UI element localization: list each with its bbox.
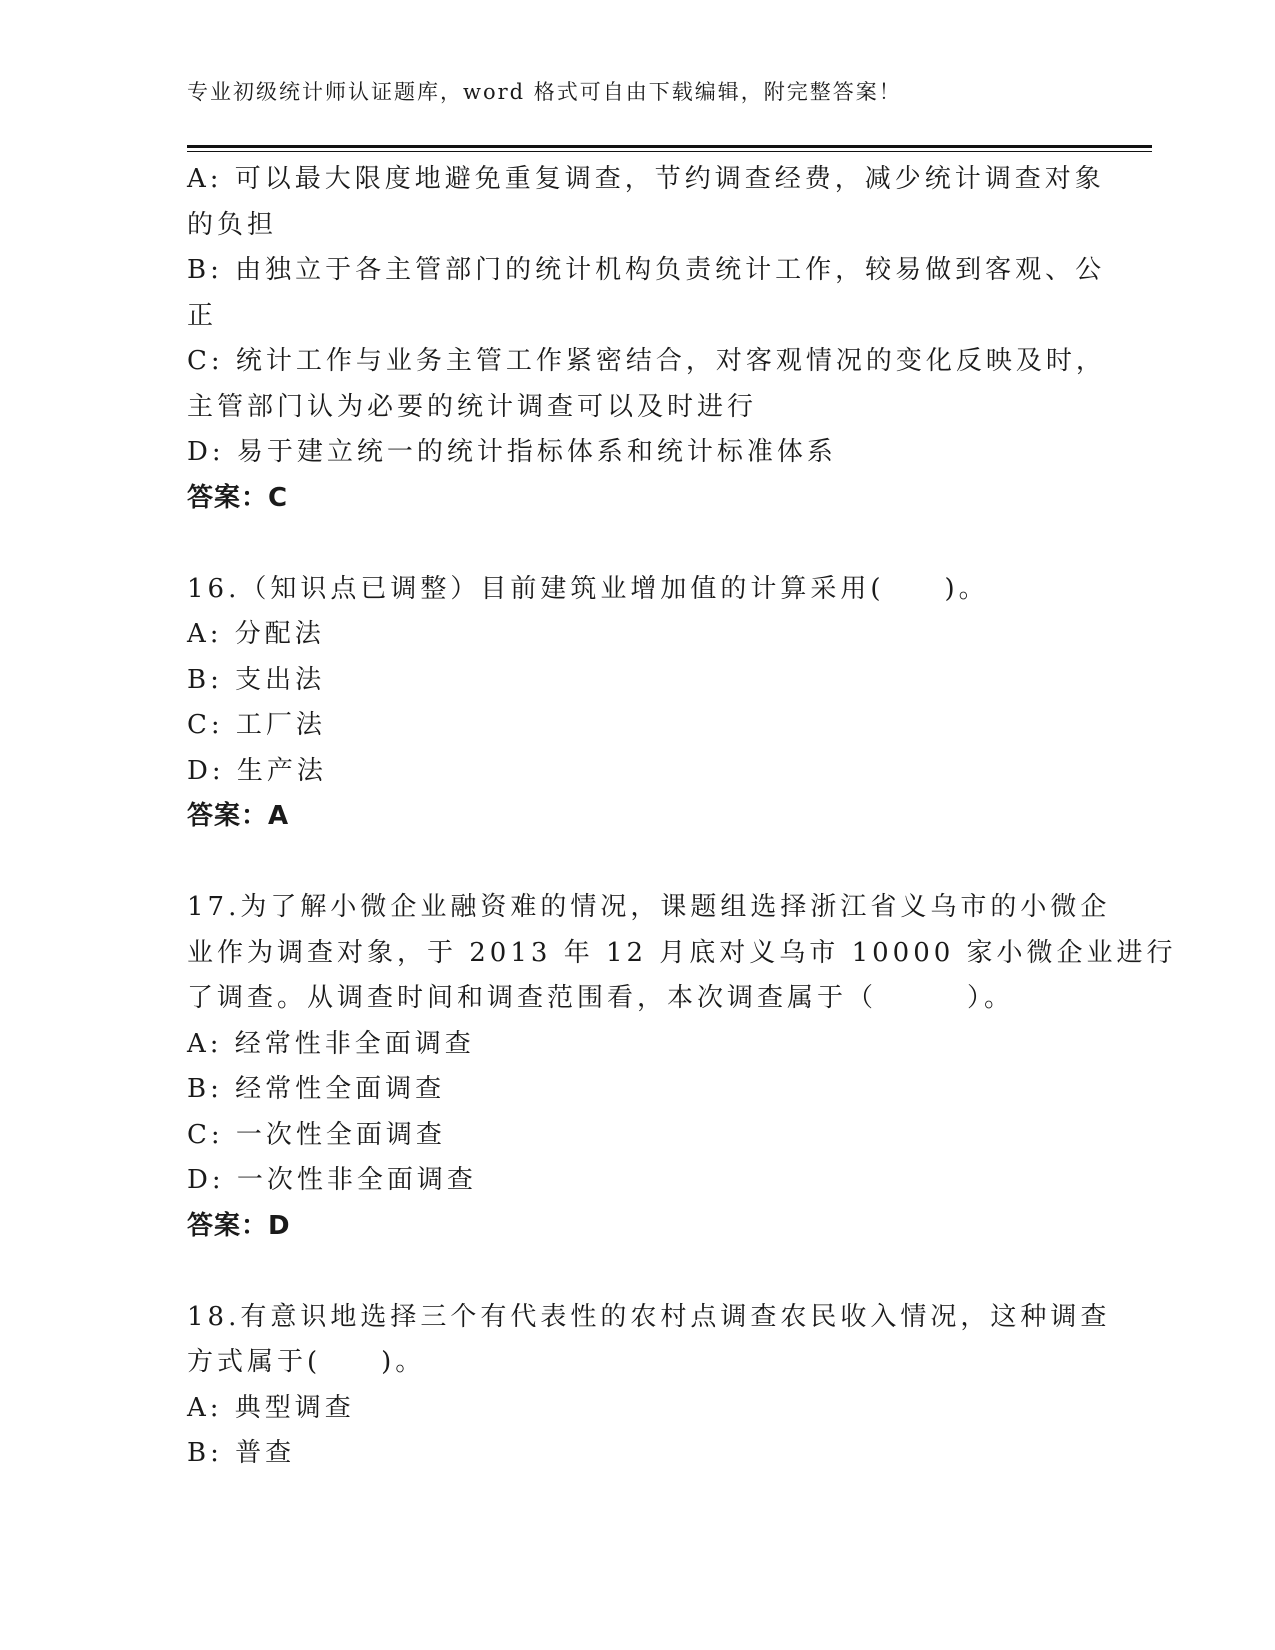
question-text-line: 业作为调查对象，于 2013 年 12 月底对义乌市 10000 家小微企业进行 [187, 937, 1177, 968]
question-text-line: 主管部门认为必要的统计调查可以及时进行 [187, 391, 758, 422]
question-text-line: A: 可以最大限度地避免重复调查，节约调查经费，减少统计调查对象 [187, 164, 1105, 194]
header-rule-thin [187, 151, 1152, 152]
question-text-line: A: 分配法 [187, 619, 325, 649]
question-text-line: 的负担 [187, 209, 278, 240]
question-block [187, 567, 1087, 840]
question-stem-line: 16.（知识点已调整）目前建筑业增加值的计算采用( )。 [187, 573, 989, 604]
answer-line: 答案：D [187, 1210, 291, 1241]
question-text-line: B: 经常性全面调查 [187, 1074, 446, 1104]
question-text-line: B: 支出法 [187, 664, 326, 695]
block-spacer [187, 1249, 1087, 1295]
question-text-line: B: 由独立于各主管部门的统计机构负责统计工作，较易做到客观、公 [187, 255, 1106, 285]
header-rule-thick [187, 145, 1152, 148]
question-text-line: B: 普查 [187, 1438, 296, 1468]
question-block [187, 885, 1177, 1249]
question-text-line: D: 易于建立统一的统计指标体系和统计标准体系 [187, 437, 837, 467]
answer-line: 答案：C [187, 482, 289, 513]
block-spacer [187, 521, 1087, 567]
question-stem-line: 18.有意识地选择三个有代表性的农村点调查农民收入情况，这种调查 [187, 1301, 1111, 1332]
question-content [187, 157, 1177, 1477]
question-text-line: 了调查。从调查时间和调查范围看，本次调查属于（ ）。 [187, 983, 1015, 1013]
question-text-line: D: 一次性非全面调查 [187, 1165, 477, 1195]
question-text-line: D: 生产法 [187, 755, 327, 786]
question-block [187, 1295, 1111, 1477]
question-text-line: 正 [187, 300, 218, 331]
question-block [187, 157, 1106, 521]
question-stem-line: 17.为了解小微企业融资难的情况，课题组选择浙江省义乌市的小微企 [187, 892, 1111, 922]
question-text-line: C: 统计工作与业务主管工作紧密结合，对客观情况的变化反映及时， [187, 346, 1106, 376]
question-text-line: A: 经常性非全面调查 [187, 1028, 475, 1059]
question-text-line: 方式属于( )。 [187, 1347, 426, 1377]
question-text-line: C: 一次性全面调查 [187, 1119, 446, 1150]
answer-line: 答案：A [187, 801, 290, 831]
question-text-line: A: 典型调查 [187, 1392, 355, 1423]
question-text-line: C: 工厂法 [187, 710, 326, 740]
block-spacer [187, 840, 1087, 886]
page-header: 专业初级统计师认证题库，word 格式可自由下载编辑，附完整答案！ [187, 80, 902, 104]
